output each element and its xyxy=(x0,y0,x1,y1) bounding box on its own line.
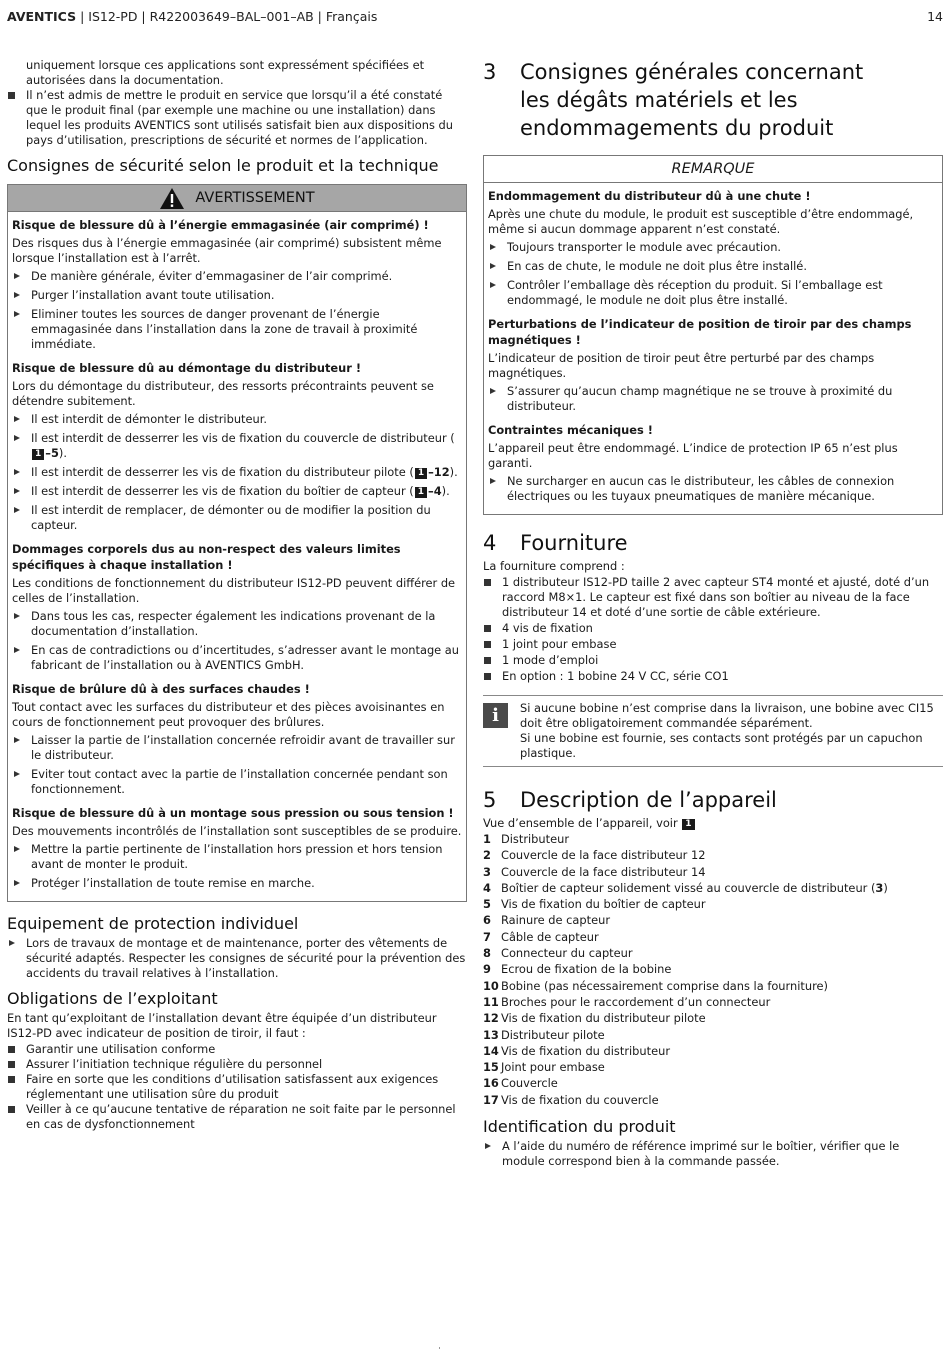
part-item: 16 Couvercle xyxy=(483,1076,558,1091)
warning-text: Des mouvements incontrôlés de l’installation sont susceptibles de se produire. xyxy=(12,824,462,838)
chapter-4-heading xyxy=(483,529,943,557)
list-item: Il est interdit de remplacer, de démonter ou de modifier la position du capteur. xyxy=(12,503,462,533)
info-icon: i xyxy=(483,703,508,728)
part-item: 2 Couvercle de la face distributeur 12 xyxy=(483,848,706,863)
delivery-list xyxy=(483,575,943,684)
ppe-list xyxy=(7,936,467,981)
list-item: A l’aide du numéro de référence imprimé sur le boîtier, vérifier que le module correspond bien à la commande passée. xyxy=(483,1139,943,1169)
info-text: Si une bobine est fournie, ses contacts sont protégés par un capuchon plastique. xyxy=(520,731,923,760)
warning-label: AVERTISSEMENT xyxy=(195,189,315,206)
operator-text: En tant qu’exploitant de l’installation devant être équipée d’un distributeur IS12-PD avec indicateur de position de tiroir, il faut : xyxy=(7,1011,437,1040)
part-item: 1 Distributeur xyxy=(483,832,570,846)
warning-list xyxy=(12,609,462,673)
info-note xyxy=(483,695,943,767)
section-title-safety: Consignes de sécurité selon le produit et la technique xyxy=(7,156,439,175)
part-item: 13 Distributeur pilote xyxy=(483,1027,605,1042)
delivery-intro: La fourniture comprend : xyxy=(483,559,625,573)
list-item: En cas de chute, le module ne doit plus être installé. xyxy=(488,259,938,274)
warning-list xyxy=(12,269,462,352)
warning-title: Dommages corporels dus au non-respect des valeurs limites spécifiques à chaque installation ! xyxy=(12,542,401,572)
chapter-number: 3 xyxy=(483,60,497,84)
overview-text: Vue d’ensemble de l’appareil, voir 1 xyxy=(483,816,943,831)
header-doc-info xyxy=(7,9,377,24)
list-item: Eliminer toutes les sources de danger provenant de l’énergie emmagasinée dans l’installation dans la zone de travail à proximité immédiate. xyxy=(12,307,462,352)
figure-ref-badge: 1 xyxy=(415,468,427,479)
warning-list xyxy=(12,412,462,533)
warning-list xyxy=(12,733,462,797)
list-item: Mettre la partie pertinente de l’installation hors pression et hors tension avant de monter le produit. xyxy=(12,842,462,872)
warning-text: Lors du démontage du distributeur, des ressorts précontraints peuvent se détendre subitement. xyxy=(12,379,434,408)
note-header: REMARQUE xyxy=(484,156,942,183)
list-item: Assurer l’initiation technique régulière du personnel xyxy=(7,1057,467,1072)
warning-box xyxy=(7,184,467,902)
note-text: L’indicateur de position de tiroir peut être perturbé par des champs magnétiques. xyxy=(488,351,875,380)
note-text: L’appareil peut être endommagé. L’indice de protection IP 65 n’est plus garanti. xyxy=(488,441,898,470)
chapter-3-heading xyxy=(483,58,943,142)
right-column xyxy=(483,58,943,1169)
warning-list xyxy=(12,842,462,891)
list-item: De manière générale, éviter d’emmagasiner de l’air comprimé. xyxy=(12,269,462,284)
warning-title: Risque de brûlure dû à des surfaces chaudes ! xyxy=(12,682,310,696)
parts-list xyxy=(483,831,943,1108)
warning-text: Des risques dus à l’énergie emmagasinée (air comprimé) subsistent même lorsque l’installation est à l’arrêt. xyxy=(12,236,442,265)
list-item: Il est interdit de desserrer les vis de fixation du distributeur pilote ( 1 –12). xyxy=(12,465,462,480)
section-title-identification: Identification du produit xyxy=(483,1117,676,1137)
page-header xyxy=(7,9,943,27)
note-list xyxy=(488,240,938,308)
part-item: 3 Couvercle de la face distributeur 14 xyxy=(483,864,706,879)
note-title: Endommagement du distributeur dû à une chute ! xyxy=(488,189,811,203)
warning-text: Les conditions de fonctionnement du distributeur IS12-PD peuvent différer de celles de l’installation. xyxy=(12,576,456,605)
list-item: 1 joint pour embase xyxy=(483,637,943,652)
list-item: Eviter tout contact avec la partie de l’installation concernée pendant son fonctionnement. xyxy=(12,767,462,797)
warning-title: Risque de blessure dû au démontage du distributeur ! xyxy=(12,361,362,375)
part-item: 8 Connecteur du capteur xyxy=(483,946,633,961)
part-item: 5 Vis de fixation du boîtier de capteur xyxy=(483,897,706,912)
part-item: 14 Vis de fixation du distributeur xyxy=(483,1043,670,1058)
note-box xyxy=(483,155,943,515)
operator-list xyxy=(7,1042,467,1132)
chapter-5-heading xyxy=(483,786,943,814)
list-item: 1 mode d’emploi xyxy=(483,653,943,668)
list-item: Dans tous les cas, respecter également les indications provenant de la documentation d’installation. xyxy=(12,609,462,639)
list-item: Veiller à ce qu’aucune tentative de réparation ne soit faite par le personnel en cas de dysfonctionnement xyxy=(7,1102,467,1132)
list-item: Lors de travaux de montage et de maintenance, porter des vêtements de sécurité adaptés. Respecter les consignes de sécurité pour la prévention des accidents du travail relatives à l’installation. xyxy=(7,936,467,981)
list-item: 4 vis de fixation xyxy=(483,621,943,636)
footer-mark xyxy=(439,1347,440,1349)
chapter-title-line: Consignes générales concernant xyxy=(520,60,864,84)
list-item: Il est interdit de desserrer les vis de fixation du boîtier de capteur ( 1 –4). xyxy=(12,484,462,499)
part-item: 7 Câble de capteur xyxy=(483,929,599,944)
part-item: 11 Broches pour le raccordement d’un connecteur xyxy=(483,994,771,1009)
list-item: Il est interdit de démonter le distributeur. xyxy=(12,412,462,427)
section-title-operator: Obligations de l’exploitant xyxy=(7,989,218,1008)
intro-continuation: uniquement lorsque ces applications sont expressément spécifiées et autorisées dans la documentation. xyxy=(26,58,425,87)
warning-title: Risque de blessure dû à l’énergie emmagasinée (air comprimé) ! xyxy=(12,218,429,232)
figure-ref-badge: 1 xyxy=(415,487,427,498)
list-item: 1 distributeur IS12-PD taille 2 avec capteur ST4 monté et ajusté, doté d’un raccord M8×1. Le capteur est fixé dans son boîtier au niveau de la face distributeur 14 et doté d’une sortie de câble extérieure. xyxy=(483,575,943,620)
list-item: S’assurer qu’aucun champ magnétique ne se trouve à proximité du distributeur. xyxy=(488,384,938,414)
warning-title: Risque de blessure dû à un montage sous pression ou sous tension ! xyxy=(12,806,454,820)
part-item: 4 Boîtier de capteur solidement vissé au couvercle de distributeur (3) xyxy=(483,880,888,895)
left-column xyxy=(7,58,467,1132)
page-number: 14 xyxy=(927,9,943,24)
list-item: Contrôler l’emballage dès réception du produit. Si l’emballage est endommagé, le module ne doit plus être installé. xyxy=(488,278,938,308)
note-title: Contraintes mécaniques ! xyxy=(488,423,653,437)
list-item: Purger l’installation avant toute utilisation. xyxy=(12,288,462,303)
chapter-title-line: les dégâts matériels et les xyxy=(520,88,798,112)
chapter-number: 5 xyxy=(483,788,497,812)
part-item: 17 Vis de fixation du couvercle xyxy=(483,1092,659,1107)
list-item: Il n’est admis de mettre le produit en service que lorsqu’il a été constaté que le produit final (par exemple une machine ou une installation) dans lequel les produits AVENTICS sont utilisés satisfait bien aux dispositions du pays d’utilisation, prescriptions de sécurité et normes de l’application. xyxy=(7,88,467,148)
warning-triangle-icon xyxy=(159,187,185,210)
part-item: 10 Bobine (pas nécessairement comprise dans la fourniture) xyxy=(483,978,828,993)
list-item: Laisser la partie de l’installation concernée refroidir avant de travailler sur le distributeur. xyxy=(12,733,462,763)
chapter-title-line: endommagements du produit xyxy=(520,116,834,140)
note-list xyxy=(488,384,938,414)
header-brand: AVENTICS xyxy=(7,9,77,24)
list-item: Faire en sorte que les conditions d’utilisation satisfassent aux exigences réglementant une utilisation sûre du produit xyxy=(7,1072,467,1102)
intro-list xyxy=(7,88,467,148)
part-item: 9 Ecrou de fixation de la bobine xyxy=(483,962,672,977)
note-title: Perturbations de l’indicateur de position de tiroir par des champs magnétiques ! xyxy=(488,317,912,347)
note-list xyxy=(488,474,938,504)
list-item: En option : 1 bobine 24 V CC, série CO1 xyxy=(483,669,943,684)
note-body xyxy=(484,183,942,514)
note-text: Après une chute du module, le produit est susceptible d’être endommagé, même si aucun dommage apparent n’est constaté. xyxy=(488,207,914,236)
list-item: Toujours transporter le module avec précaution. xyxy=(488,240,938,255)
part-item: 12 Vis de fixation du distributeur pilote xyxy=(483,1011,706,1026)
list-item: Ne surcharger en aucun cas le distributeur, les câbles de connexion électriques ou les tuyaux pneumatiques de manière mécanique. xyxy=(488,474,938,504)
list-item: Garantir une utilisation conforme xyxy=(7,1042,467,1057)
warning-header xyxy=(8,185,466,212)
chapter-title: Fourniture xyxy=(520,531,628,555)
part-item: 15 Joint pour embase xyxy=(483,1060,605,1075)
chapter-number: 4 xyxy=(483,531,497,555)
chapter-title: Description de l’appareil xyxy=(520,788,777,812)
list-item: Protéger l’installation de toute remise en marche. xyxy=(12,876,462,891)
part-item: 6 Rainure de capteur xyxy=(483,913,611,928)
list-item: Il est interdit de desserrer les vis de fixation du couvercle de distributeur (1 –5). xyxy=(12,431,462,461)
identification-list xyxy=(483,1139,943,1169)
figure-ref-badge: 1 xyxy=(682,819,694,830)
section-title-ppe: Equipement de protection individuel xyxy=(7,914,299,933)
figure-ref-badge: 1 xyxy=(32,449,44,460)
info-text: Si aucune bobine n’est comprise dans la livraison, une bobine avec CI15 doit être obligatoirement commandée séparément. xyxy=(520,701,934,730)
warning-text: Tout contact avec les surfaces du distributeur et des pièces avoisinantes en cours de fonctionnement peut provoquer des brûlures. xyxy=(12,700,445,729)
warning-body xyxy=(8,212,466,901)
header-doc-ref: | IS12-PD | R422003649–BAL–001–AB | Français xyxy=(76,9,378,24)
list-item: En cas de contradictions ou d’incertitudes, s’adresser avant le montage au fabricant de l’installation ou à AVENTICS GmbH. xyxy=(12,643,462,673)
